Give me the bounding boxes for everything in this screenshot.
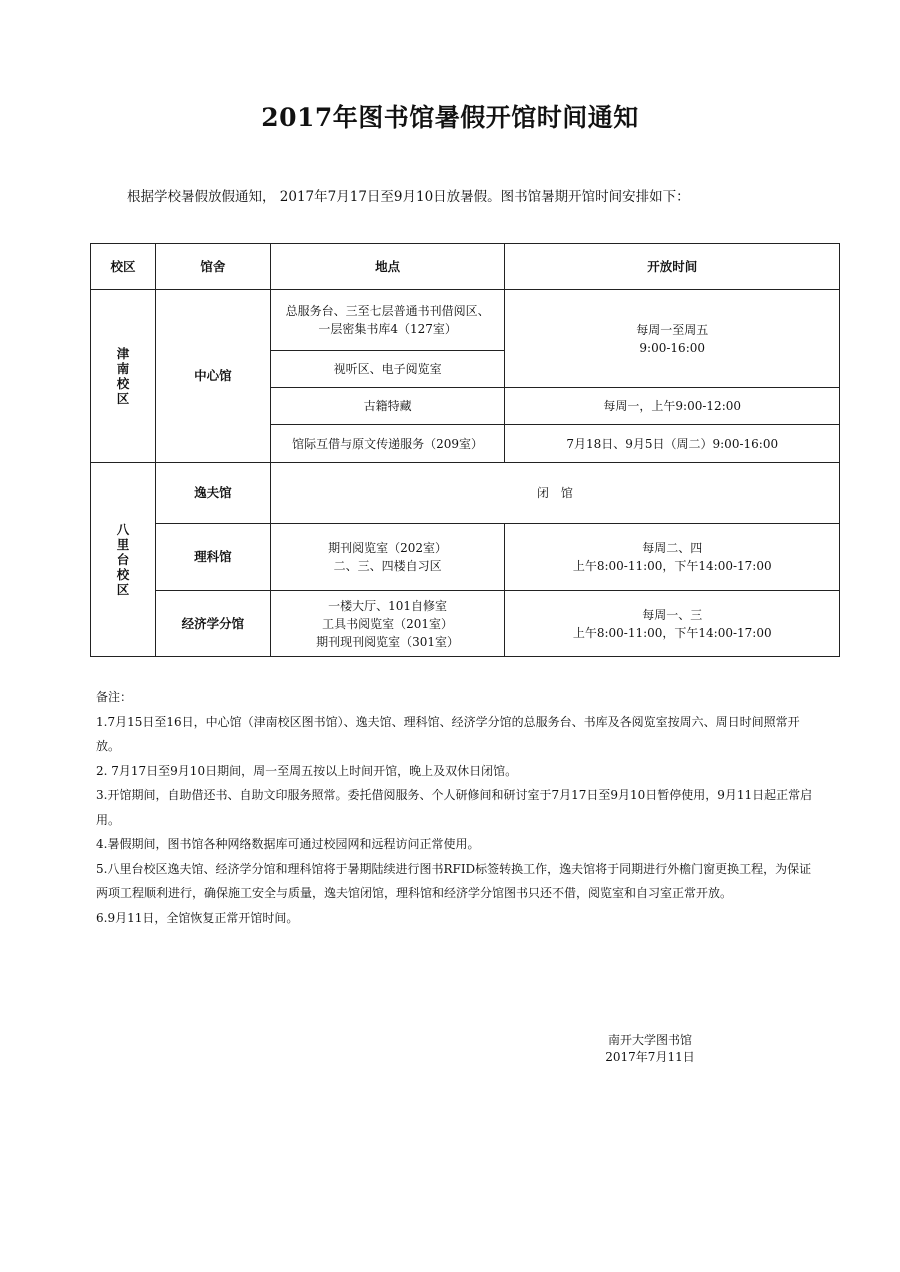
note-item: 6.9月11日，全馆恢复正常开馆时间。 <box>96 910 299 925</box>
header-location: 地点 <box>270 244 505 290</box>
hours-cell: 每周一、三 上午8:00-11:00，下午14:00-17:00 <box>505 591 840 657</box>
closed-cell: 闭 馆 <box>270 463 839 524</box>
table-row <box>91 463 840 524</box>
note-item: 2. 7月17日至9月10日期间，周一至周五按以上时间开馆，晚上及双休日闭馆。 <box>96 763 518 778</box>
campus-balitai: 八 里 台 校 区 <box>91 463 156 657</box>
hours-cell: 每周一，上午9:00-12:00 <box>505 388 840 425</box>
table-row <box>91 591 840 657</box>
header-campus: 校区 <box>91 244 156 290</box>
header-library: 馆舍 <box>155 244 270 290</box>
intro-paragraph: 根据学校暑假放假通知， 2017年7月17日至9月10日放暑假。图书馆暑期开馆时间安排如下： <box>127 189 690 205</box>
notes-section <box>96 685 816 930</box>
location-cell: 总服务台、三至七层普通书刊借阅区、 一层密集书库4（127室） <box>270 290 505 351</box>
header-hours: 开放时间 <box>505 244 840 290</box>
table-row <box>91 524 840 591</box>
campus-jinnan: 津 南 校 区 <box>91 290 156 463</box>
hours-cell: 7月18日、9月5日（周二）9:00-16:00 <box>505 425 840 463</box>
note-item: 1.7月15日至16日，中心馆（津南校区图书馆）、逸夫馆、理科馆、经济学分馆的总服务台、书库及各阅览室按周六、周日时间照常开放。 <box>96 714 800 753</box>
location-cell: 一楼大厅、101自修室 工具书阅览室（201室） 期刊现刊阅览室（301室） <box>270 591 505 657</box>
location-cell: 馆际互借与原文传递服务（209室） <box>270 425 505 463</box>
table-row <box>91 290 840 351</box>
note-item: 5.八里台校区逸夫馆、经济学分馆和理科馆将于暑期陆续进行图书RFID标签转换工作，逸夫馆将于同期进行外檐门窗更换工程，为保证两项工程顺利进行，确保施工安全与质量，逸夫馆闭馆，理科馆和经济学分馆图书只还不借，阅览室和自习室正常开放。 <box>96 861 812 900</box>
location-cell: 视听区、电子阅览室 <box>270 351 505 388</box>
library-central: 中心馆 <box>155 290 270 463</box>
schedule-table <box>90 243 840 657</box>
signature-date: 2017年7月11日 <box>605 1050 695 1064</box>
hours-cell: 每周二、四 上午8:00-11:00，下午14:00-17:00 <box>505 524 840 591</box>
signature-block <box>590 1032 710 1066</box>
hours-cell: 每周一至周五 9:00-16:00 <box>505 290 840 388</box>
table-header-row <box>91 244 840 290</box>
note-item: 3.开馆期间，自助借还书、自助文印服务照常。委托借阅服务、个人研修间和研讨室于7月17日至9月10日暂停使用，9月11日起正常启用。 <box>96 788 813 827</box>
library-yifu: 逸夫馆 <box>155 463 270 524</box>
location-cell: 期刊阅览室（202室） 二、三、四楼自习区 <box>270 524 505 591</box>
location-cell: 古籍特藏 <box>270 388 505 425</box>
page-title: 2017年图书馆暑假开馆时间通知 <box>261 103 639 132</box>
notes-heading: 备注： <box>96 690 133 704</box>
note-item: 4.暑假期间，图书馆各种网络数据库可通过校园网和远程访问正常使用。 <box>96 837 480 851</box>
library-economics: 经济学分馆 <box>155 591 270 657</box>
signature-org: 南开大学图书馆 <box>607 1033 692 1047</box>
library-science: 理科馆 <box>155 524 270 591</box>
